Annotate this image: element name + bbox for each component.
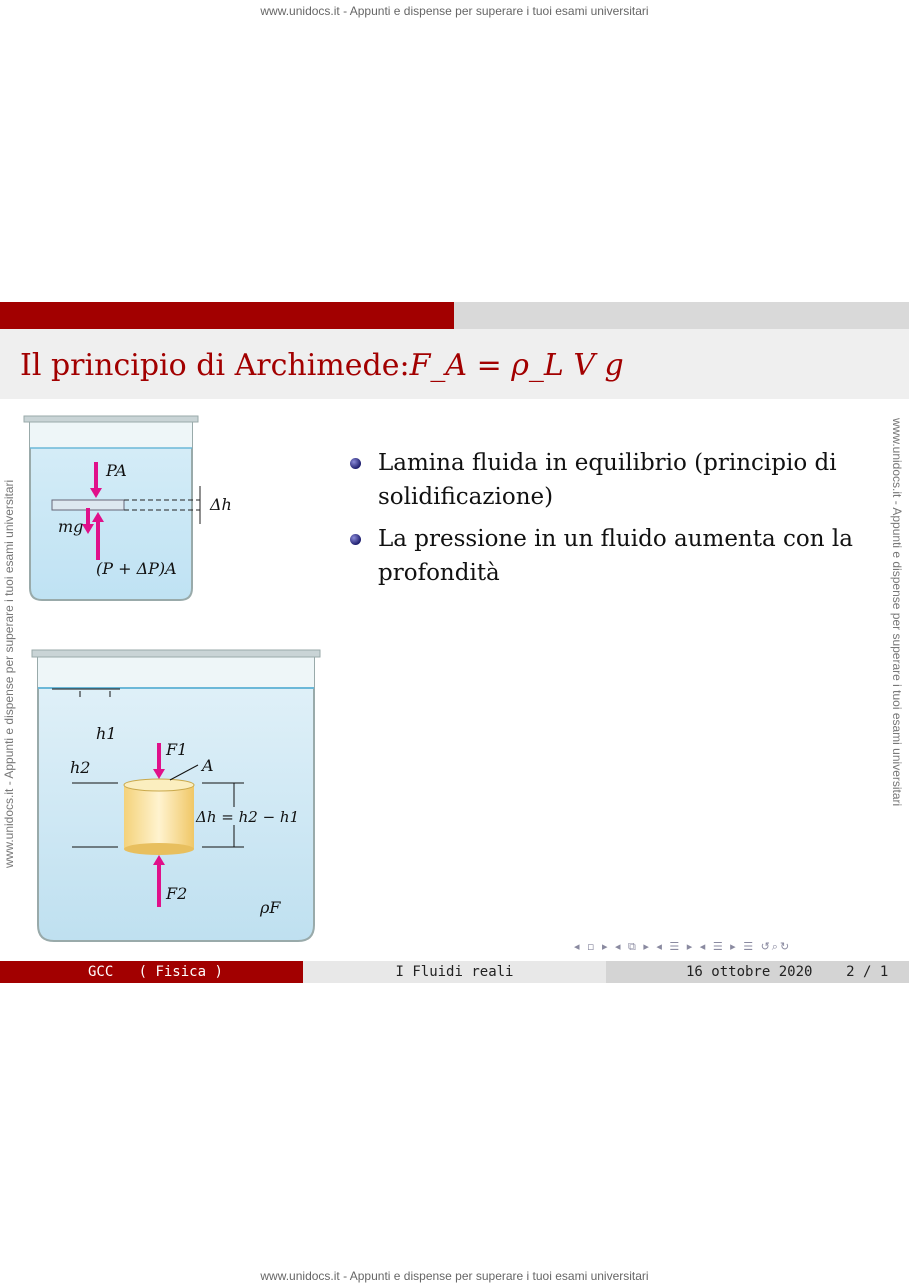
- bullet-item: [350, 446, 890, 514]
- bullet-list: [350, 446, 890, 598]
- nav-toc-icon[interactable]: ☰: [743, 940, 756, 953]
- fig1-label-bottom: (P + ΔP)A: [96, 559, 177, 578]
- fig1-label-mg: mg: [58, 517, 84, 536]
- watermark-side-right: www.unidocs.it - Appunti e dispense per superare i tuoi esami universitari: [890, 418, 904, 807]
- fig2-label-dh: Δh = h2 − h1: [196, 808, 300, 826]
- footer-author: [0, 961, 303, 983]
- bullet-item: [350, 522, 890, 590]
- header-bar-grey: [454, 302, 909, 329]
- bullet-text: Lamina fluida in equilibrio (principio di solidificazione): [378, 450, 837, 510]
- nav-subsection-icon[interactable]: ◂ ⧉ ▸: [615, 940, 651, 953]
- watermark-top: www.unidocs.it - Appunti e dispense per superare i tuoi esami universitari: [260, 4, 649, 18]
- footer-author-name: GCC: [88, 964, 114, 980]
- footer-page-number: 2 / 1: [846, 964, 889, 980]
- nav-section-icon[interactable]: ◂ ☰ ▸: [656, 940, 695, 953]
- fig1-label-pa: PA: [106, 461, 127, 480]
- bullet-dot-icon: [350, 534, 361, 545]
- title-text: Il principio di Archimede:: [20, 348, 410, 383]
- fig2-label-f1: F1: [166, 740, 188, 759]
- footer-topic: [303, 961, 606, 983]
- slide-title: [20, 348, 624, 383]
- bullet-dot-icon: [350, 458, 361, 469]
- footer-topic-text: I Fluidi reali: [395, 964, 514, 980]
- beamer-navigation[interactable]: [574, 940, 791, 954]
- title-formula: F_A = ρ_L V g: [409, 348, 624, 383]
- footer-date: 16 ottobre 2020: [686, 964, 813, 980]
- bullet-text: La pressione in un fluido aumenta con la profondità: [378, 526, 853, 586]
- fig1-label-dh: Δh: [210, 495, 232, 514]
- figure-lamina: [22, 412, 237, 604]
- footer-date-page: [606, 961, 909, 983]
- figure-cylinder: [30, 645, 322, 948]
- header-bar-red: [0, 302, 454, 329]
- fig2-label-f2: F2: [166, 884, 188, 903]
- nav-subsection2-icon[interactable]: ◂ ☰ ▸: [699, 940, 738, 953]
- fig2-label-h2: h2: [70, 758, 91, 777]
- watermark-bottom: www.unidocs.it - Appunti e dispense per superare i tuoi esami universitari: [260, 1269, 649, 1283]
- nav-frame-icon[interactable]: ◂ ▫ ▸: [574, 940, 610, 953]
- nav-search-icon[interactable]: ↺⌕↻: [760, 940, 792, 953]
- watermark-side-left: www.unidocs.it - Appunti e dispense per superare i tuoi esami universitari: [2, 479, 16, 868]
- fig2-label-rho: ρF: [260, 898, 281, 917]
- fig2-label-a: A: [202, 756, 214, 775]
- footer-course: ( Fisica ): [138, 964, 223, 980]
- fig2-label-h1: h1: [96, 724, 117, 743]
